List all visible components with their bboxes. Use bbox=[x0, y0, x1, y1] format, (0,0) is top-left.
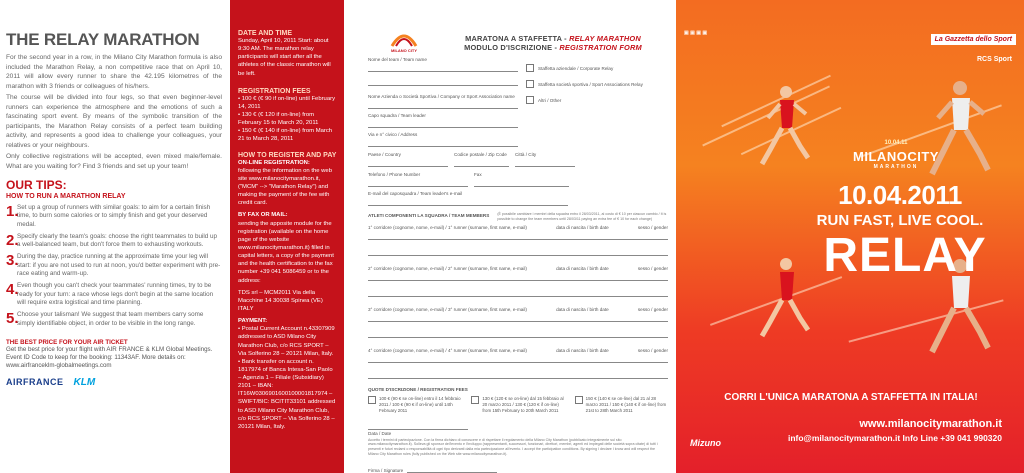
badge-name: MILANOCITY bbox=[853, 149, 939, 164]
poster-relay: RELAY bbox=[823, 229, 987, 282]
gazzetta-logo: La Gazzetta dello Sport bbox=[931, 34, 1016, 45]
runner-1-field-2[interactable] bbox=[368, 246, 668, 256]
tip-number: 4. bbox=[6, 281, 19, 299]
form-title: MARATONA A STAFFETTA - RELAY MARATHON bbox=[465, 34, 641, 43]
registration-form bbox=[346, 0, 676, 473]
runner-2-field[interactable] bbox=[368, 271, 668, 281]
rcs-logo: RCS Sport bbox=[977, 56, 1012, 63]
country-label: Paese / Country bbox=[368, 152, 401, 157]
registration-info-panel bbox=[230, 0, 344, 473]
form-logo-text: MILANO CITY bbox=[391, 48, 417, 53]
members-title: ATLETI COMPONENTI LA SQUADRA / TEAM MEMBERS bbox=[368, 213, 490, 218]
fees-list bbox=[238, 95, 337, 144]
airline-logos bbox=[6, 377, 222, 388]
fax-text: sending the apposite module for the registration (available on the home page of the website www.milanocitymarathon.it) filled in capital letters, a copy of the payment and the health certification to the fax number +39 041 5086459 or to the address: bbox=[238, 220, 334, 284]
checkbox[interactable] bbox=[368, 396, 376, 404]
birth-label: data di nascita / birth date bbox=[556, 348, 609, 354]
company-label: Nome Azienda o Società Sportiva / Company or Sport Association name bbox=[368, 94, 515, 99]
milano-city-logo-icon bbox=[384, 24, 424, 54]
intro-paragraph: Only collective registrations will be accepted, even mixed male/female. What are you waiting for? Find 3 friends and set up your team! bbox=[6, 153, 222, 171]
airfrance-logo: AIRFRANCE bbox=[6, 377, 64, 388]
captain-label: Capo squadra / Team leader bbox=[368, 113, 426, 118]
runner-3-field[interactable] bbox=[368, 312, 668, 322]
city-label: Città / City bbox=[515, 152, 537, 157]
online-text: following the information on the web site www.milanocitymarathon.it, ("MCM" --> "Marathon Relay") and making the payment of the fee with credit card. bbox=[238, 167, 332, 207]
gender-label: sesso / gender bbox=[637, 307, 668, 313]
fax-title: BY FAX OR MAIL: bbox=[238, 212, 288, 219]
runner-3-field-2[interactable] bbox=[368, 328, 668, 338]
quote-option[interactable]: 100 € (90 € se on-line) entro il 14 febbraio 2011 / 100 € (90 € if on-line) until 14th February 2011 bbox=[368, 396, 461, 413]
phone-row bbox=[368, 171, 668, 187]
gender-label: sesso / gender bbox=[637, 225, 668, 231]
runner-icon bbox=[754, 84, 814, 174]
gender-label: sesso / gender bbox=[637, 348, 668, 354]
tip-item bbox=[6, 311, 222, 328]
relay-title: THE RELAY MARATHON bbox=[6, 30, 200, 49]
tip-item bbox=[6, 253, 222, 279]
intro-paragraph: For the second year in a row, in the Milano City Marathon formula is also included the Marathon Relay, a non competitive race that on April 10, 2011 will allow every runner to share the 42.195 kilometres of the marathon with 3 friends or colleagues of his/hers. bbox=[6, 54, 222, 90]
runner-block bbox=[368, 225, 668, 256]
team-name-field-2[interactable] bbox=[368, 76, 518, 86]
phone-label: Telefono / Phone Number bbox=[368, 172, 421, 177]
runner-1-field[interactable] bbox=[368, 230, 668, 240]
poster-panel bbox=[676, 0, 1024, 473]
checkbox[interactable] bbox=[526, 64, 534, 72]
team-name-label: Nome del team / Team name bbox=[368, 57, 427, 62]
company-field[interactable] bbox=[368, 99, 518, 109]
checkbox[interactable] bbox=[526, 96, 534, 104]
gender-label: sesso / gender bbox=[637, 266, 668, 272]
quote-options bbox=[368, 396, 668, 413]
poster-slogan: RUN FAST, LIVE COOL. bbox=[816, 212, 984, 229]
runner-label: 3° corridore (cognome, nome, e-mail) / 3° runner (surname, first name, e-mail) bbox=[368, 307, 527, 313]
fee-item: • 100 € (€ 90 if on-line) until February 14, 2011 bbox=[238, 95, 337, 111]
zip-field[interactable] bbox=[454, 157, 509, 167]
klm-logo: KLM bbox=[73, 376, 96, 388]
tip-number: 3. bbox=[6, 252, 19, 269]
payment-item: • Postal Current Account n.43307909 addressed to ASD Milano City Marathon Club, c/o RCS SPORT – Via Solferino 28 – 20121 Milan, Italy. bbox=[238, 325, 337, 358]
runner-label: 1° corridore (cognome, nome, e-mail) / 1° runner (surname, first name, e-mail) bbox=[368, 225, 527, 231]
tip-number: 5. bbox=[6, 310, 19, 328]
tip-text: Even though you can't check your teammates' running times, try to be ready for your turn: a race whose legs don't begin at the same location will require extra logistical and time planning. bbox=[17, 282, 214, 307]
best-price-text: Get the best price for your flight with AIR FRANCE & KLM Global Meetings. Event ID Code to keep for the booking: 11343AF. More details on: www.airfranceklm-globalmeetings.com bbox=[6, 345, 213, 370]
online-title: ON-LINE REGISTRATION: bbox=[238, 159, 310, 166]
poster-tagline: CORRI L'UNICA MARATONA A STAFFETTA IN ITALIA! bbox=[724, 392, 978, 403]
how-title: HOW TO REGISTER AND PAY bbox=[238, 151, 337, 159]
badge-date: 10.04.11 bbox=[884, 140, 908, 146]
date-field[interactable] bbox=[368, 420, 468, 430]
postal-address: TDS srl – MCM2011 Via della Macchine 14 30038 Spinea (VE) ITALY bbox=[238, 289, 323, 312]
fax-label: Fax bbox=[474, 172, 482, 177]
runner-block bbox=[368, 348, 668, 379]
birth-label: data di nascita / birth date bbox=[556, 225, 609, 231]
team-name-field[interactable] bbox=[368, 62, 518, 72]
tip-item bbox=[6, 282, 222, 308]
runner-4-field[interactable] bbox=[368, 353, 668, 363]
tip-item bbox=[6, 204, 222, 230]
tips-list bbox=[6, 204, 222, 329]
date-label: Data / Date bbox=[368, 430, 392, 436]
quote-option[interactable]: 130 € (120 € se on-line) dal 15 febbraio al 20 marzo 2011 / 130 € (120 € if on-line) from 15th February to 20th March 2011 bbox=[471, 396, 564, 413]
runner-4-field-2[interactable] bbox=[368, 369, 668, 379]
fax-field[interactable] bbox=[474, 177, 569, 187]
payment-item: • Bank transfer on account n. 1817974 of Banca Intesa-San Paolo – Agenzia 1 – Filiale (Subsidiary) 2101 – IBAN: IT16W0306901600100001817974 – SWIFT/BIC: BCITIT33101 addressed to ASD Milano City Marathon Club, c/o RCS SPORT – Via Solferino 28 – 20121 Milan, Italy. bbox=[238, 358, 337, 431]
intro-paragraph: The course will be divided into four legs, so that even beginner-level runners can experience the atmosphere and the emotions of such a fascinating sport event. By means of the symbolic transition of the participants, the Marathon Relay consists of a perfect team building activity, and represents a good idea to challenge your colleagues, your relatives or your neighbours. bbox=[6, 94, 222, 149]
sponsor-logos-top: ▣ ▣ ▣ ▣ bbox=[684, 30, 708, 36]
best-price-title: THE BEST PRICE FOR YOUR AIR TICKET bbox=[6, 338, 128, 346]
address-label: Via e n° civico / Address bbox=[368, 132, 418, 137]
birth-label: data di nascita / birth date bbox=[556, 266, 609, 272]
date-text: Sunday, April 10, 2011 Start: about 9:30 AM. The marathon relay participants will start after all the athletes of the classic marathon will be left. bbox=[238, 38, 331, 77]
terms-text: Accetto i termini di partecipazione. Con la firma dichiaro di conoscere e di rispettare il regolamento della Milano City Marathon (pubblicato integralmente sul sito www.milanocitymarathon.it). Solleva gli sponsor dell'evento e l'inviluppo (rappresentanti, successori, funzionari, direttori, membri, agenti ed impiegati delle società sopra citate) di tutti i presenti e futuri reclami o responsabilità di ogni tipo derivanti dalla mia partecipazione all'evento. I accept the participation conditions. By signing I declare I know and will respect the Milano City Marathon rules (fully published on the Web site www.milanocitymarathon.it). bbox=[368, 437, 658, 456]
runner-label: 2° corridore (cognome, nome, e-mail) / 2° runner (surname, first name, e-mail) bbox=[368, 266, 527, 272]
tip-item bbox=[6, 233, 222, 250]
intro-text bbox=[6, 53, 222, 172]
quote-option[interactable]: 150 € (140 € se on-line) dal 21 al 28 marzo 2011 / 150 € (140 € if on-line) from 21st to 28th March 2011 bbox=[575, 396, 668, 413]
email-field[interactable] bbox=[368, 196, 568, 206]
payment-list bbox=[238, 325, 337, 431]
birth-label: data di nascita / birth date bbox=[556, 307, 609, 313]
fee-item: • 150 € (€ 140 if on-line) from March 21 to March 28, 2011 bbox=[238, 127, 337, 143]
checkbox[interactable] bbox=[471, 396, 479, 404]
fees-title: REGISTRATION FEES bbox=[238, 87, 311, 95]
tip-number: 2. bbox=[6, 231, 19, 249]
poster-contact: info@milanocitymarathon.it Info Line +39 041 990320 bbox=[787, 433, 1002, 443]
runner-2-field-2[interactable] bbox=[368, 287, 668, 297]
tips-title: OUR TIPS: bbox=[6, 177, 67, 192]
checkbox[interactable] bbox=[526, 80, 534, 88]
form-subtitle: MODULO D'ISCRIZIONE - REGISTRATION FORM bbox=[464, 43, 642, 52]
runner-block bbox=[368, 266, 668, 297]
checkbox[interactable] bbox=[575, 396, 583, 404]
captain-field[interactable] bbox=[368, 118, 518, 128]
quote-title: QUOTE D'ISCRIZIONE / REGISTRATION FEES bbox=[368, 387, 468, 393]
mizuno-logo: Mizuno bbox=[690, 438, 721, 448]
sport-relay-option[interactable]: Staffetta società sportiva / Sport Associations Relay bbox=[526, 80, 643, 88]
tip-text: Set up a group of runners with similar goals: to aim for a certain finish time, to burn some calories or to simply finish and get your deserved medal. bbox=[17, 203, 211, 228]
runner-label: 4° corridore (cognome, nome, e-mail) / 4° runner (surname, first name, e-mail) bbox=[368, 348, 527, 354]
runner-icon bbox=[926, 78, 996, 188]
zip-label: Codice postale / Zip Code bbox=[454, 152, 507, 157]
address-field[interactable] bbox=[368, 137, 518, 147]
email-label: E-mail del caposquadra / Team leader's e-mail bbox=[368, 191, 463, 196]
members-note: (È possibile cambiare i membri della squadra entro il 28/03/2011, al costo di € 10 per ciascun cambio / It is possible to change the team members until 28/03/11 paying an extra fee of € 10 for each change) bbox=[497, 212, 667, 221]
tip-text: Choose your talisman! We suggest that team members carry some simply identifiable object, in order to be visible in the long range. bbox=[17, 311, 204, 327]
badge-sub: MARATHON bbox=[873, 164, 919, 170]
signature-field[interactable] bbox=[407, 463, 497, 473]
location-row bbox=[368, 151, 668, 167]
date-title: DATE AND TIME bbox=[238, 30, 293, 37]
fee-item: • 130 € (€ 120 if on-line) from February 15 to March 20, 2011 bbox=[238, 111, 337, 127]
country-field[interactable] bbox=[368, 157, 448, 167]
phone-field[interactable] bbox=[368, 177, 468, 187]
info-panel bbox=[0, 0, 228, 473]
poster-website[interactable]: www.milanocitymarathon.it bbox=[859, 418, 1002, 430]
tip-text: Specify clearly the team's goals: choose the right teammates to build up a well-balanced team, but don't force them to exhausting workouts. bbox=[17, 232, 218, 249]
payment-title: PAYMENT: bbox=[238, 318, 268, 325]
corporate-relay-option[interactable]: Staffetta aziendale / Corporate Relay bbox=[526, 64, 643, 72]
tip-text: During the day, practice running at the approximate time your leg will start: if you are not used to run at noon, you'd better experiment with pre-race eating and warm-up. bbox=[17, 253, 221, 278]
city-field[interactable] bbox=[515, 157, 575, 167]
tip-number: 1. bbox=[6, 202, 19, 220]
runner-block bbox=[368, 307, 668, 338]
other-option[interactable]: Altri / Other bbox=[526, 96, 643, 104]
poster-date: 10.04.2011 bbox=[838, 180, 962, 210]
tips-subtitle: HOW TO RUN A MARATHON RELAY bbox=[6, 192, 126, 200]
signature-label: Firma / Signature bbox=[368, 467, 404, 473]
